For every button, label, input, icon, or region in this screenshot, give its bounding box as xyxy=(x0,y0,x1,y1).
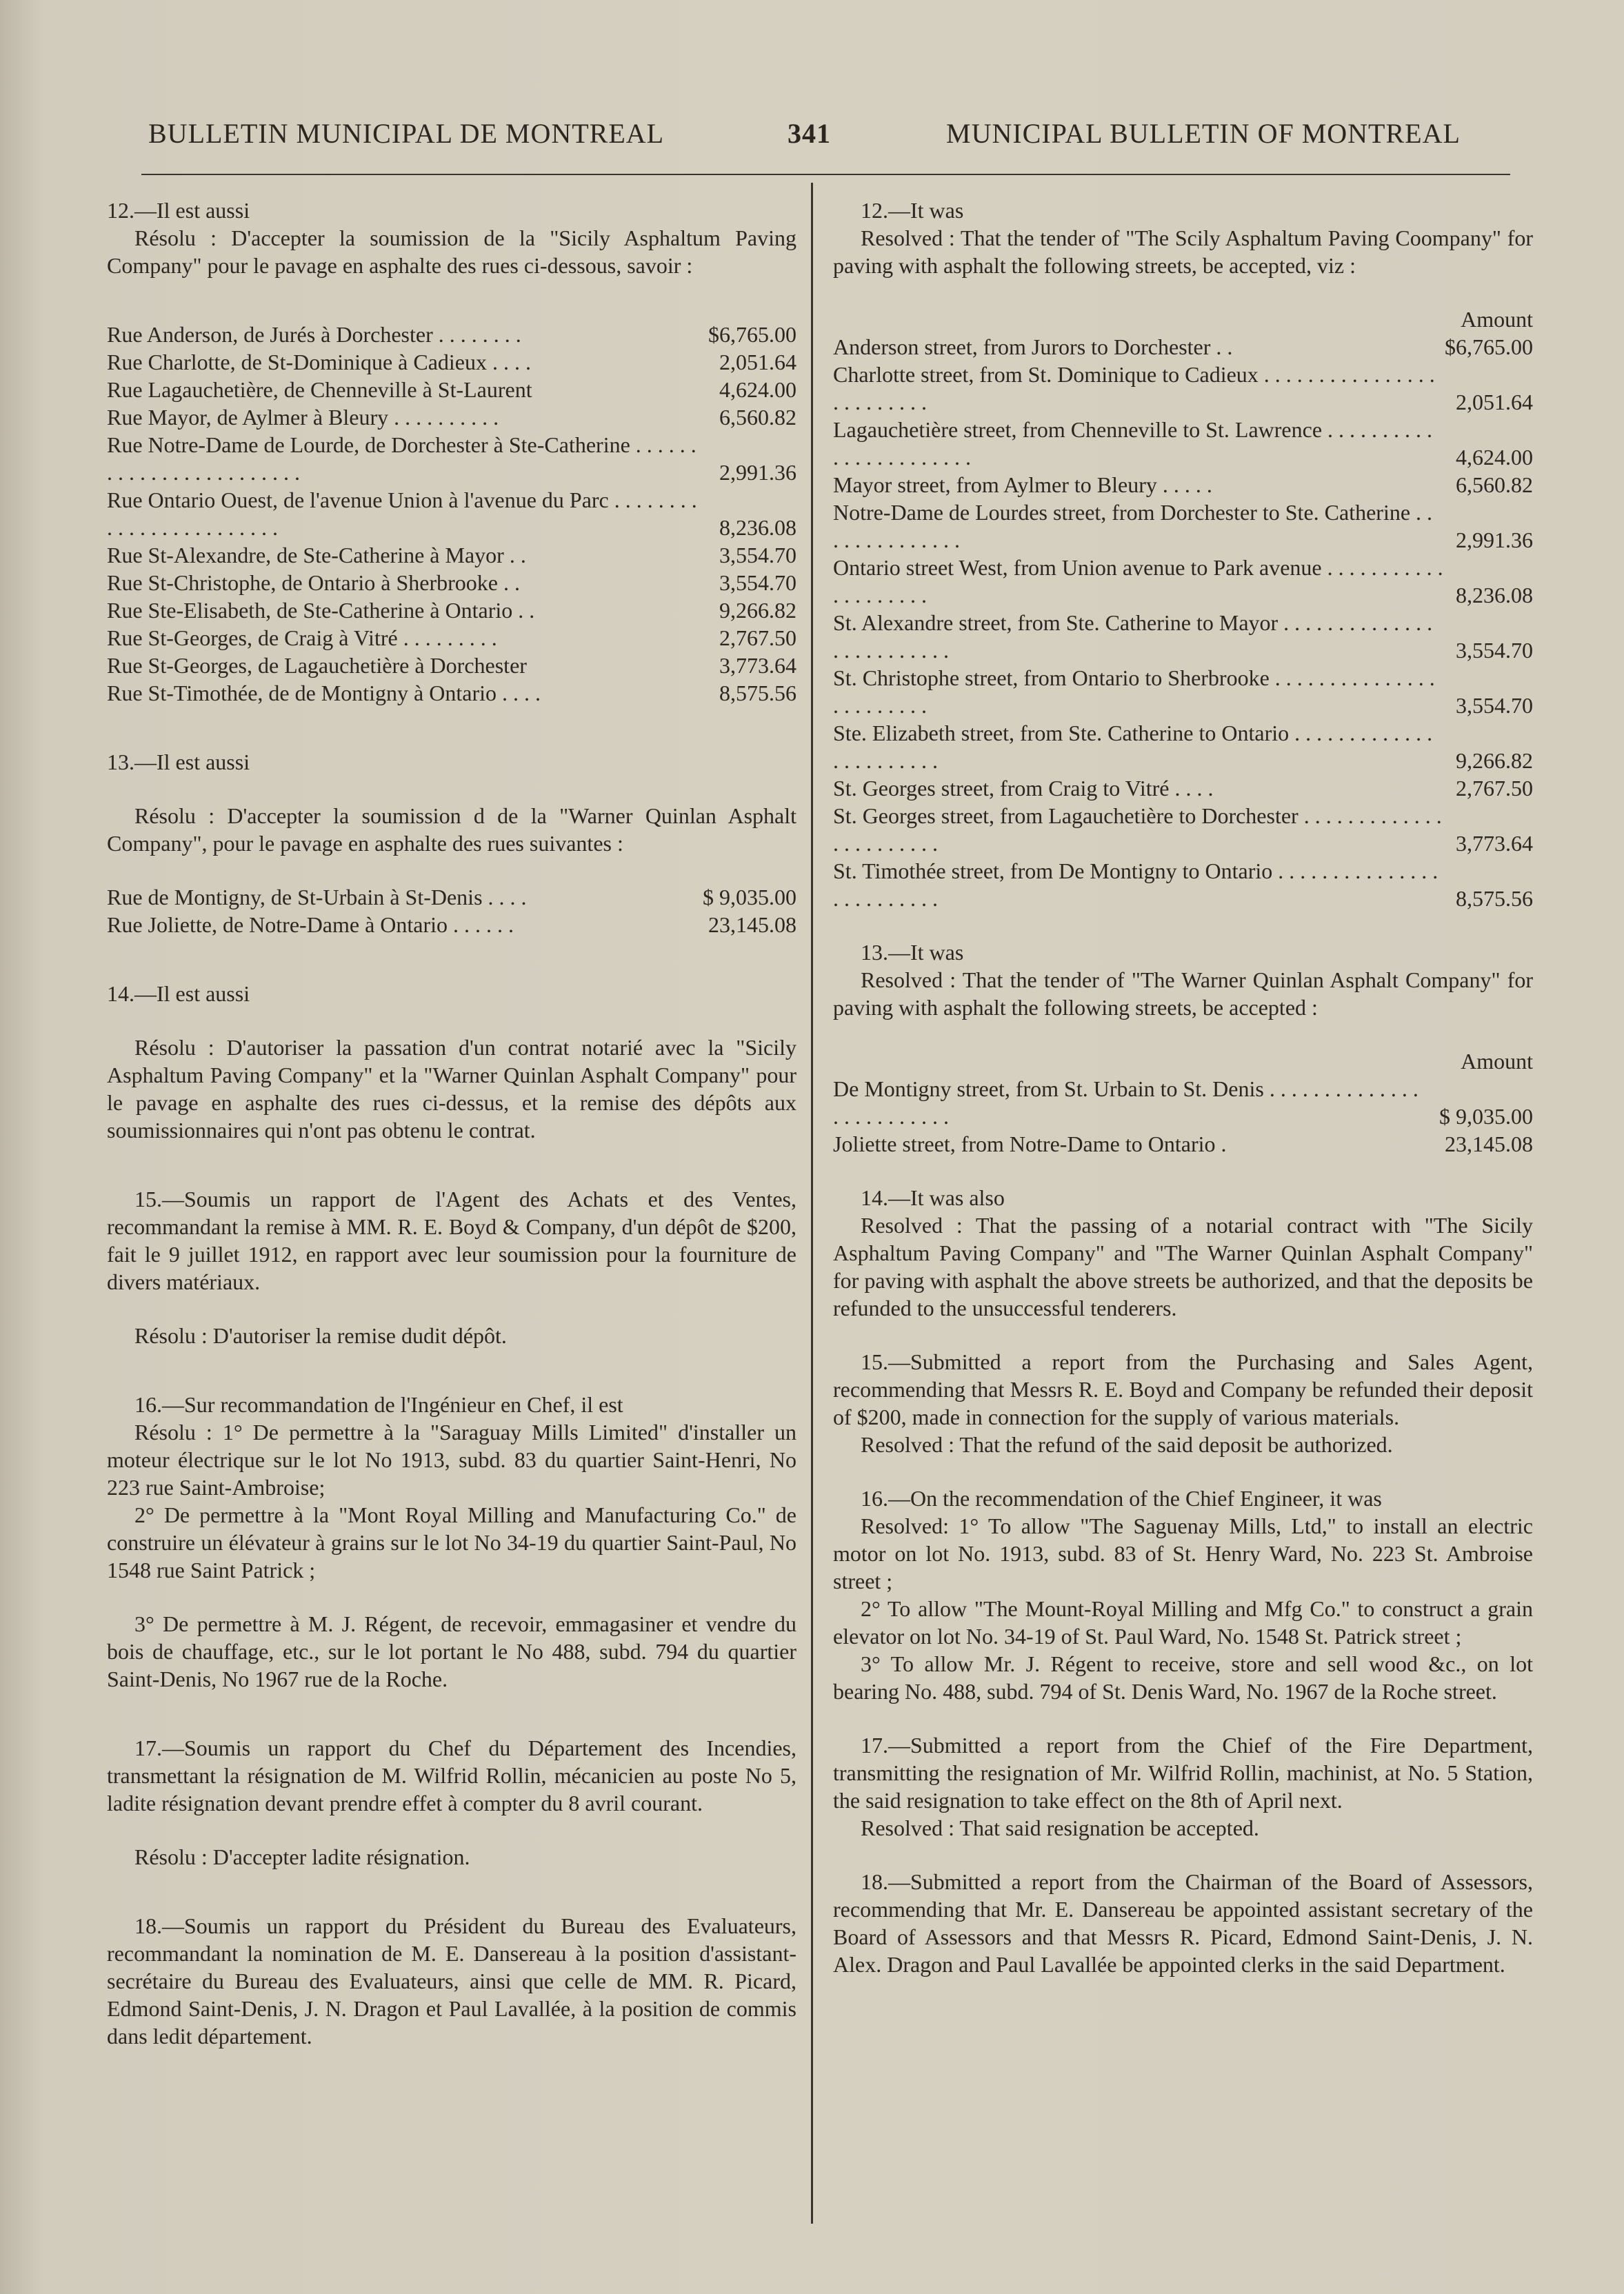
fr-s13-resolu: Résolu : D'accepter la soumission d de la "Warner Quinlan Asphalt Company", pour le pavage en asphalte des rues suivantes : xyxy=(107,803,796,856)
en-s13-table xyxy=(833,1075,1533,1158)
fr-s15-text: 15.—Soumis un rapport de l'Agent des Achats et des Ventes, recommandant la remise à MM. R. E. Boyd & Company, d'un dépôt de $200, fait le 9 juillet 1912, en rapport avec leur soumission pour la fourniture de divers matériaux. xyxy=(107,1187,796,1294)
page-number: 341 xyxy=(788,118,831,149)
fr-s16-item-2: 2° De permettre à la "Mont Royal Milling and Manufacturing Co." de construire un élévateur à grains sur le lot No 34-19 du quartier Saint-Paul, No 1548 rue Saint Patrick ; xyxy=(107,1502,796,1582)
table-row: Mayor street, from Aylmer to Bleury . . . . . 6,560.82 xyxy=(833,472,1533,497)
en-s16-text: 16.—On the recommendation of the Chief Engineer, it was xyxy=(861,1486,1382,1511)
french-column xyxy=(107,197,796,2050)
table-row: St. Timothée street, from De Montigny to Ontario . . . . . . . . . . . . . . . . . . . . . . . . . 8,575.56 xyxy=(833,858,1533,911)
fr-s13-table xyxy=(107,883,796,938)
en-s12-title: 12.—It was xyxy=(861,198,964,223)
header-rule xyxy=(141,174,1510,175)
en-s16-item-3: 3° To allow Mr. J. Régent to receive, store and sell wood &c., on lot bearing No. 488, subd. 794 of St. Denis Ward, No. 1967 de la Roche street. xyxy=(833,1651,1533,1704)
table-row: Rue Joliette, de Notre-Dame à Ontario . . . . . . 23,145.08 xyxy=(107,912,796,937)
table-row: Ontario street West, from Union avenue to Park avenue . . . . . . . . . . . . . . . . . . . . 8,236.08 xyxy=(833,555,1533,607)
table-row: Lagauchetière street, from Chenneville to St. Lawrence . . . . . . . . . . . . . . . . . . . . . . . 4,624.00 xyxy=(833,417,1533,470)
table-row: Notre-Dame de Lourdes street, from Dorchester to Ste. Catherine . . . . . . . . . . . . . . 2,991.36 xyxy=(833,500,1533,552)
table-row: De Montigny street, from St. Urbain to St. Denis . . . . . . . . . . . . . . . . . . . . . . . . . $ 9,035.00 xyxy=(833,1076,1533,1129)
en-amount-header-2: Amount xyxy=(1461,1049,1533,1074)
table-row: Rue Ontario Ouest, de l'avenue Union à l'avenue du Parc . . . . . . . . . . . . . . . . . . . . . . . . 8,236.08 xyxy=(107,487,796,540)
fr-s13-title: 13.—Il est aussi xyxy=(107,749,250,774)
en-s16-item-2: 2° To allow "The Mount-Royal Milling and Mfg Co." to construct a grain elevator on lot No. 34-19 of St. Paul Ward, No. 1548 St. Patrick street ; xyxy=(833,1596,1533,1649)
fr-s16-item-3: 3° De permettre à M. J. Régent, de recevoir, emmagasiner et vendre du bois de chauffage, etc., sur le lot portant le No 488, subd. 794 du quartier Saint-Denis, No 1967 rue de la Roche. xyxy=(107,1611,796,1691)
table-row: Rue de Montigny, de St-Urbain à St-Denis . . . . $ 9,035.00 xyxy=(107,885,796,909)
table-row: Charlotte street, from St. Dominique to Cadieux . . . . . . . . . . . . . . . . . . . . . . . . . 2,051.64 xyxy=(833,362,1533,414)
table-row: Rue Mayor, de Aylmer à Bleury . . . . . . . . . . 6,560.82 xyxy=(107,405,796,430)
en-s15-resolved: Resolved : That the refund of the said deposit be authorized. xyxy=(861,1432,1393,1457)
en-amount-header: Amount xyxy=(1461,307,1533,332)
english-column xyxy=(833,197,1533,1978)
column-divider xyxy=(811,183,813,2224)
en-s18-text: 18.—Submitted a report from the Chairman of the Board of Assessors, recommending that Mr. E. Dansereau be appointed assistant secretary of the Board of Assessors and that Messrs R. Picard, Edmond Saint-Denis, J. N. Alex. Dragon and Paul Lavallée be appointed clerks in the said Department. xyxy=(833,1869,1533,1977)
table-row: Rue St-Georges, de Craig à Vitré . . . . . . . . . 2,767.50 xyxy=(107,625,796,650)
fr-s12-resolu: Résolu : D'accepter la soumission de la "Sicily Asphaltum Paving Company" pour le pavage en asphalte des rues ci-dessous, savoir : xyxy=(107,225,796,278)
en-s17-text: 17.—Submitted a report from the Chief of the Fire Department, transmitting the resignation of Mr. Wilfrid Rollin, machinist, at No. 5 Station, the said resignation to take effect on the 8th of April next. xyxy=(833,1733,1533,1813)
table-row: Rue Lagauchetière, de Chenneville à St-Laurent 4,624.00 xyxy=(107,377,796,402)
fr-s14-title: 14.—Il est aussi xyxy=(107,981,250,1006)
table-row: Rue St-Timothée, de de Montigny à Ontario . . . . 8,575.56 xyxy=(107,681,796,705)
table-row: Ste. Elizabeth street, from Ste. Catherine to Ontario . . . . . . . . . . . . . . . . . . . . . . . 9,266.82 xyxy=(833,721,1533,773)
fr-s18-text: 18.—Soumis un rapport du Président du Bureau des Evaluateurs, recommandant la nomination de M. E. Dansereau à la position d'assistant-secrétaire du Bureau des Evaluateurs, ainsi que celle de MM. R. Picard, Edmond Saint-Denis, J. N. Dragon et Paul Lavallée, à la position de commis dans ledit département. xyxy=(107,1913,796,2049)
fr-s17-resolu: Résolu : D'accepter ladite résignation. xyxy=(134,1844,470,1869)
fr-s12-table xyxy=(107,321,796,707)
table-row: Rue Charlotte, de St-Dominique à Cadieux . . . . 2,051.64 xyxy=(107,350,796,374)
table-row: Rue St-Georges, de Lagauchetière à Dorchester 3,773.64 xyxy=(107,653,796,678)
table-row: Rue St-Christophe, de Ontario à Sherbrooke . . 3,554.70 xyxy=(107,570,796,595)
table-row: St. Christophe street, from Ontario to Sherbrooke . . . . . . . . . . . . . . . . . . . . . . . . 3,554.70 xyxy=(833,665,1533,718)
en-s13-title: 13.—It was xyxy=(861,940,964,965)
table-row: Rue St-Alexandre, de Ste-Catherine à Mayor . . 3,554.70 xyxy=(107,543,796,567)
table-row: Rue Ste-Elisabeth, de Ste-Catherine à Ontario . . 9,266.82 xyxy=(107,598,796,623)
table-row: St. Georges street, from Craig to Vitré . . . . 2,767.50 xyxy=(833,776,1533,801)
fr-s15-resolu: Résolu : D'autoriser la remise dudit dépôt. xyxy=(134,1323,507,1348)
fr-s17-text: 17.—Soumis un rapport du Chef du Département des Incendies, transmettant la résignation de M. Wilfrid Rollin, mécanicien au poste No 5, ladite résignation devant prendre effet à compter du 8 avril courant. xyxy=(107,1735,796,1815)
en-s12-resolved: Resolved : That the tender of "The Scily Asphaltum Paving Coompany" for paving with asphalt the following streets, be accepted, viz : xyxy=(833,225,1533,278)
header-left: BULLETIN MUNICIPAL DE MONTREAL xyxy=(148,118,665,149)
en-s14-resolved: Resolved : That the passing of a notarial contract with "The Sicily Asphaltum Paving Company" and "The Warner Quinlan Asphalt Company" for paving with asphalt the above streets be authorized, and that the deposits be refunded to the unsuccessful tenderers. xyxy=(833,1213,1533,1320)
en-s13-resolved: Resolved : That the tender of "The Warner Quinlan Asphalt Company" for paving with asphalt the following streets, be accepted : xyxy=(833,967,1533,1020)
table-row: Anderson street, from Jurors to Dorchester . . $6,765.00 xyxy=(833,334,1533,359)
en-s12-table xyxy=(833,333,1533,912)
fr-s16-item-1: Résolu : 1° De permettre à la "Saraguay Mills Limited" d'installer un moteur électrique sur le lot No 1913, subd. 83 du quartier Saint-Henri, No 223 rue Saint-Ambroise; xyxy=(107,1420,796,1500)
fr-s14-resolu: Résolu : D'autoriser la passation d'un contrat notarié avec la "Sicily Asphaltum Paving Company" et la "Warner Quinlan Asphalt Company" pour le pavage en asphalte des rues ci-dessus, et la remise des dépôts aux soumissionnaires qui n'ont pas obtenu le contrat. xyxy=(107,1035,796,1143)
en-s16-item-1: Resolved: 1° To allow "The Saguenay Mills, Ltd," to install an electric motor on lot No. 1913, subd. 83 of St. Henry Ward, No. 223 St. Ambroise street ; xyxy=(833,1513,1533,1593)
table-row: St. Alexandre street, from Ste. Catherine to Mayor . . . . . . . . . . . . . . . . . . . . . . . . . 3,554.70 xyxy=(833,610,1533,663)
table-row: Rue Notre-Dame de Lourde, de Dorchester à Ste-Catherine . . . . . . . . . . . . . . . . . . . . . . . . 2,991.36 xyxy=(107,432,796,485)
en-s15-text: 15.—Submitted a report from the Purchasing and Sales Agent, recommending that Messrs R. E. Boyd and Company be refunded their deposit of $200, made in connection for the supply of various materials. xyxy=(833,1349,1533,1429)
header-right: MUNICIPAL BULLETIN OF MONTREAL xyxy=(946,118,1461,149)
en-s17-resolved: Resolved : That said resignation be accepted. xyxy=(861,1815,1259,1840)
fr-s12-title: 12.—Il est aussi xyxy=(107,198,250,223)
table-row: St. Georges street, from Lagauchetière to Dorchester . . . . . . . . . . . . . . . . . . . . . . . 3,773.64 xyxy=(833,803,1533,856)
table-row: Rue Anderson, de Jurés à Dorchester . . . . . . . . $6,765.00 xyxy=(107,322,796,347)
en-s14-title: 14.—It was also xyxy=(861,1185,1005,1210)
fr-s16-text: 16.—Sur recommandation de l'Ingénieur en Chef, il est xyxy=(134,1392,623,1417)
table-row: Joliette street, from Notre-Dame to Ontario . 23,145.08 xyxy=(833,1131,1533,1156)
